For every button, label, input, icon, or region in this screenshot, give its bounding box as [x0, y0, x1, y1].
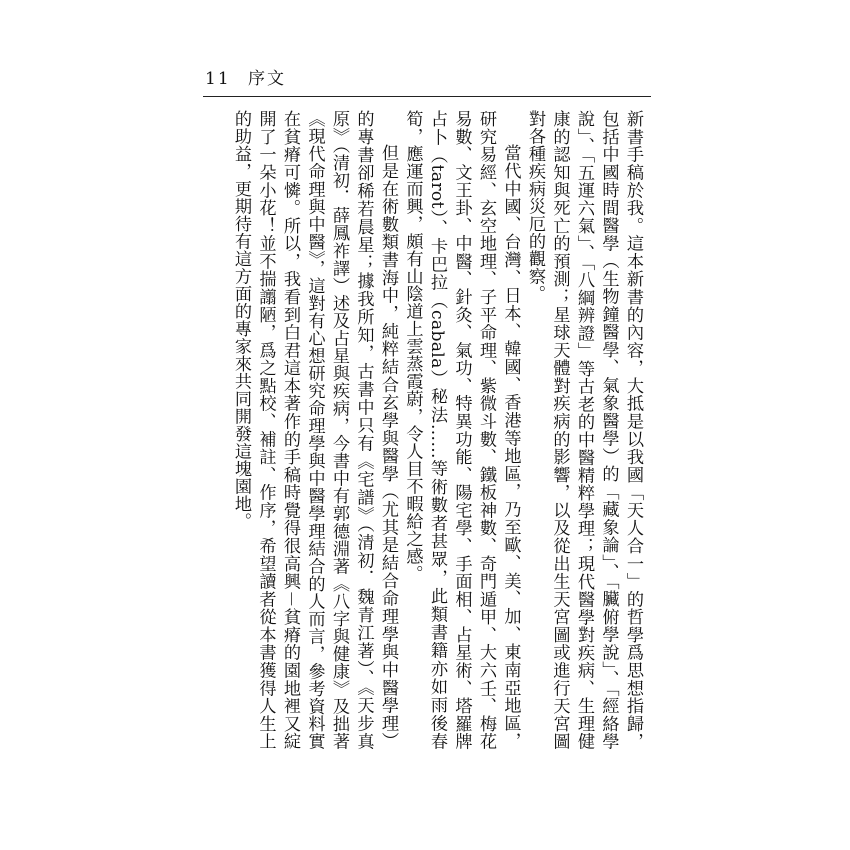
running-header — [205, 64, 286, 89]
paragraph: 當代中國、台灣、日本、韓國、香港等地區，乃至歐、美、加、東南亞地區，研究易經、玄空地理、子平命理、紫微斗數、鐵板神數、奇門遁甲、大六壬、梅花易數、文王卦、中醫、針灸、氣功、特異功能、陽宅學、手面相、占星術、塔羅牌占卜（tarot）、卡巴拉（cabala）秘法……等術數者甚眾，此類書籍亦如雨後春筍，應運而興，頗有山陰道上雲蒸霞蔚，令人目不暇給之感。 — [402, 110, 521, 750]
paragraph-continued: 新書手稿於我。這本新書的內容，大抵是以我國「天人合一」的哲學爲思想指歸，包括中國時間醫學（生物鐘醫學、氣象醫學）的「藏象論」、「臟俯學說」、「經絡學說」、「五運六氣」、「八綱辨證」等古老的中醫精粹學理；現代醫學對疾病、生理健康的認知與死亡的預測；星球天體對疾病的影響，以及從出生天宮圖或進行天宮圖對各種疾病災厄的觀察。 — [525, 110, 643, 750]
section-title: 序文 — [248, 69, 287, 89]
header-divider — [203, 96, 651, 97]
page-number: 11 — [205, 69, 231, 89]
paragraph: 但是在術數類書海中，純粹結合玄學與醫學（尤其是結合命理學與中醫學理）的專書卻稀若晨星；據我所知，古書中只有《宅譜》（清初．魏青江著）、《天步真原》（清初．薛鳳祚譯）述及占星與疾病，今書中有郭德淵著《八字與健康》及拙著《現代命理與中醫》，這對有心想研究命理學與中醫學理結合的人而言，參考資料實在貧瘠可憐。所以，我看到白君這本著作的手稿時覺得很高興－貧瘠的園地裡又綻開了一朵小花！並不揣譾陋，爲之點校、補註、作序，希望讀者從本書獲得人生上的助益，更期待有這方面的專家來共同開發這塊園地。 — [231, 110, 398, 750]
vertical-body-text — [205, 110, 645, 750]
